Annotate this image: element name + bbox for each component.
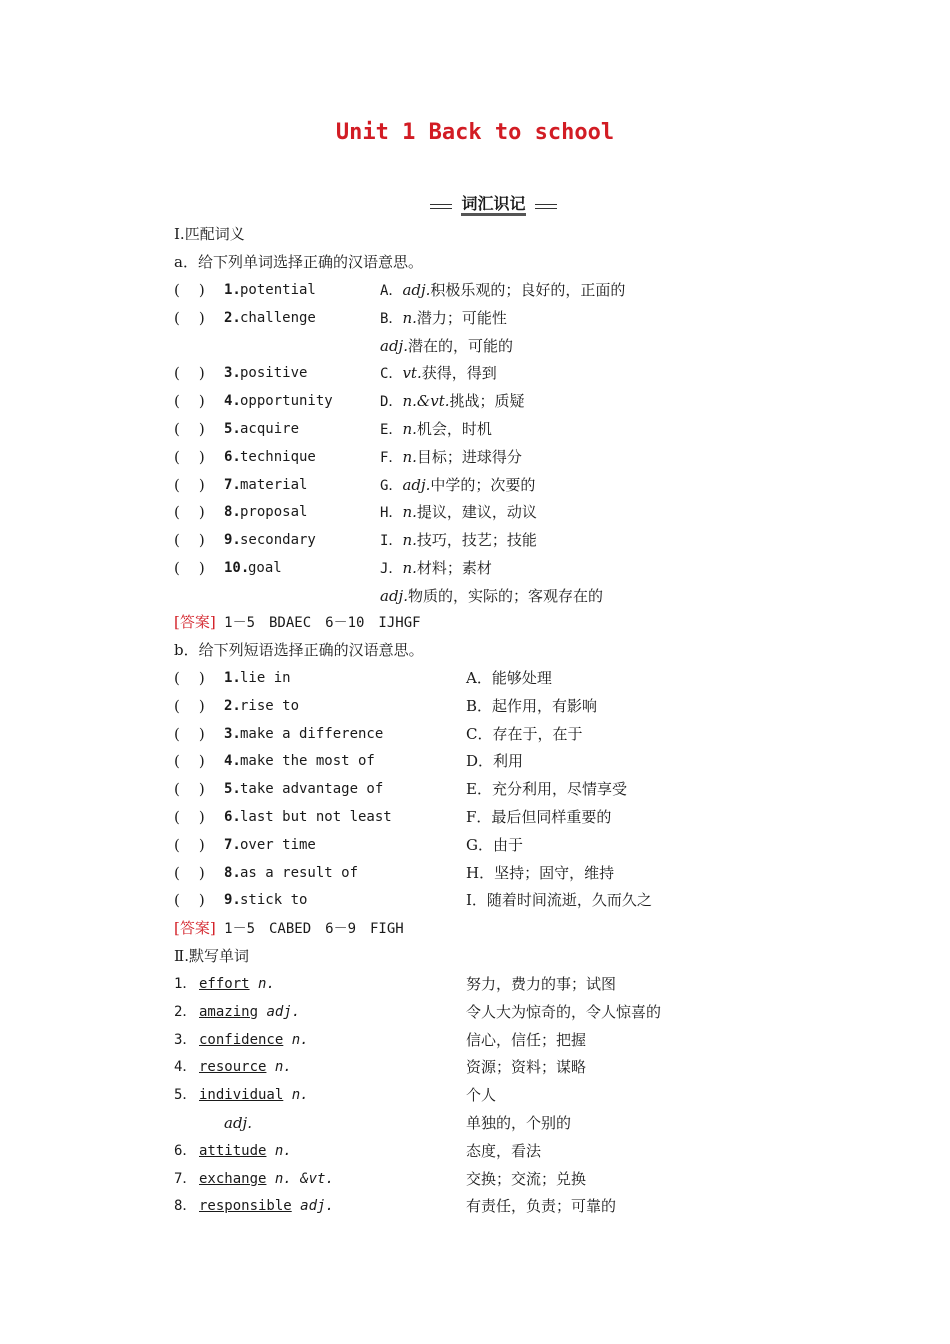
word-match-row: [174, 416, 734, 443]
dictation-row: [174, 1027, 734, 1054]
meaning-option: F．最后但同样重要的: [466, 808, 612, 826]
item-number: 2.: [224, 309, 241, 326]
meaning-text: 令人大为惊奇的，令人惊喜的: [466, 1002, 662, 1021]
meaning-text: 交换；交流；兑换: [466, 1169, 587, 1188]
filled-word: exchange: [199, 1170, 267, 1187]
part-of-speech: vt.: [402, 364, 422, 383]
dictation-row: [174, 1138, 734, 1165]
meaning-text: 信心，信任；把握: [466, 1030, 587, 1049]
word-match-row: [174, 388, 734, 415]
dictation-row: [174, 1110, 734, 1137]
banner-label: 词汇识记: [461, 194, 525, 216]
vocab-word: [199, 1166, 334, 1193]
meaning-option: H．坚持；固守，维持: [466, 863, 615, 882]
dictation-row: [174, 1166, 734, 1193]
item-number: 1.: [224, 670, 241, 686]
part-of-speech: n.: [274, 1142, 292, 1159]
filled-word: attitude: [199, 1142, 267, 1159]
dictation-row: [174, 999, 734, 1026]
vocab-word: [199, 971, 275, 998]
answer-blank: ( ): [174, 420, 205, 438]
item-number: 8．: [174, 1198, 197, 1215]
option-letter: I．: [380, 533, 403, 550]
part-of-speech: n.: [402, 420, 417, 438]
meaning-text: 机会，时机: [416, 420, 492, 438]
phrase-match-row: [174, 665, 734, 692]
option-letter: E．: [380, 422, 403, 438]
dictation-row: [174, 1082, 734, 1109]
meaning-text: 提议，建议，动议: [416, 503, 537, 522]
item-number: 9.: [224, 892, 241, 909]
meaning-text: 材料；素材: [416, 559, 492, 577]
part-b-answer: [174, 915, 404, 942]
item-number: 3.: [224, 365, 241, 382]
answer-blank: ( ): [174, 780, 205, 799]
word-match-row: [174, 444, 734, 471]
meaning-option: [380, 388, 525, 416]
item-number: 2.: [224, 697, 241, 714]
section2-heading: Ⅱ.默写单词: [174, 947, 249, 965]
word-match-row: [174, 527, 734, 554]
meaning-option: [380, 499, 537, 527]
section-banner: [430, 193, 557, 217]
meaning-option: [380, 527, 537, 555]
meaning-option: E．充分利用，尽情享受: [466, 780, 627, 799]
phrase: rise to: [240, 697, 300, 714]
option-letter: F．: [380, 449, 403, 466]
meaning-option: A．能够处理: [466, 669, 552, 687]
word-match-row: [174, 583, 734, 610]
meaning-text: 目标；进球得分: [416, 447, 522, 466]
answer-blank: ( ): [174, 531, 205, 550]
item-number: 6.: [224, 448, 241, 465]
answer-blank: ( ): [174, 308, 205, 327]
part-of-speech: n.: [402, 447, 417, 466]
vocab-word: [199, 1082, 309, 1109]
vocab-word: [199, 1193, 334, 1220]
meaning-text: 资源；资料；谋略: [466, 1058, 587, 1077]
phrase: lie in: [240, 670, 291, 686]
answer-text: 1－5 BDAEC 6－10 IJHGF: [215, 615, 421, 631]
answer-blank: ( ): [174, 808, 205, 826]
item-number: 4.: [224, 393, 241, 410]
phrase: stick to: [240, 892, 308, 909]
vocab-word: positive: [240, 365, 308, 382]
meaning-text: 中学的；次要的: [430, 475, 536, 494]
phrase-match-row: [174, 693, 734, 720]
answer-blank: ( ): [174, 835, 205, 854]
item-number: 5.: [224, 781, 241, 798]
filled-word: resource: [199, 1059, 267, 1076]
answer-label: [答案]: [174, 919, 216, 937]
word-match-row: [174, 277, 734, 304]
meaning-option: [380, 305, 507, 333]
item-number: 8.: [224, 864, 241, 881]
part-of-speech: n.: [402, 308, 417, 327]
meaning-text: 获得，得到: [421, 364, 497, 383]
answer-blank: ( ): [174, 696, 205, 715]
answer-blank: ( ): [174, 752, 205, 771]
part-of-speech: adj.: [224, 1114, 252, 1132]
part-of-speech: adj.: [380, 586, 408, 605]
meaning-text: 积极乐观的；良好的，正面的: [430, 281, 626, 299]
vocab-word: acquire: [240, 421, 300, 437]
part-of-speech: n.: [291, 1087, 309, 1104]
item-number: 6.: [224, 809, 241, 825]
meaning-option: [380, 472, 535, 500]
meaning-option: G．由于: [466, 835, 523, 854]
filled-word: responsible: [199, 1198, 292, 1215]
meaning-option: [380, 416, 492, 444]
part-a-instruction: a．给下列单词选择正确的汉语意思。: [174, 253, 423, 271]
meaning-option: [380, 583, 603, 610]
vocab-word: challenge: [240, 309, 316, 326]
item-number: 1．: [174, 976, 197, 992]
meaning-option: [380, 360, 497, 388]
word-match-row: [174, 555, 734, 582]
phrase: last but not least: [240, 809, 392, 825]
answer-blank: ( ): [174, 475, 205, 494]
phrase-match-row: [174, 804, 734, 831]
vocab-word: [199, 1027, 309, 1054]
meaning-option: [380, 555, 492, 583]
option-letter: G．: [380, 477, 403, 494]
meaning-option: I．随着时间流逝，久而久之: [466, 891, 652, 910]
vocab-word: material: [240, 476, 308, 493]
answer-blank: ( ): [174, 559, 205, 577]
vocab-word: secondary: [240, 532, 316, 549]
vocab-word: [199, 1054, 292, 1081]
phrase-match-row: [174, 860, 734, 887]
answer-blank: ( ): [174, 891, 205, 910]
item-number: 3．: [174, 1031, 197, 1048]
meaning-option: [380, 444, 522, 472]
item-number: 2．: [174, 1003, 197, 1020]
answer-blank: ( ): [174, 364, 205, 383]
item-number: 8.: [224, 504, 241, 521]
phrase-match-row: [174, 832, 734, 859]
meaning-option: D．利用: [466, 752, 524, 771]
phrase-match-row: [174, 776, 734, 803]
phrase: take advantage of: [240, 781, 384, 798]
option-letter: B．: [380, 310, 403, 327]
filled-word: amazing: [199, 1003, 259, 1020]
phrase: over time: [240, 836, 316, 853]
dictation-row: [174, 1054, 734, 1081]
meaning-text: 单独的，个别的: [466, 1114, 572, 1132]
word-match-row: [174, 499, 734, 526]
meaning-option: [380, 333, 513, 360]
meaning-text: 个人: [466, 1086, 497, 1105]
word-match-row: [174, 333, 734, 360]
item-number: 5.: [224, 421, 241, 437]
meaning-text: 挑战；质疑: [449, 392, 525, 411]
vocab-word: opportunity: [240, 393, 333, 410]
vocab-word: [199, 999, 300, 1026]
section1-heading: Ⅰ.匹配词义: [174, 225, 245, 243]
unit-title: Unit 1 Back to school: [335, 120, 615, 145]
phrase-match-row: [174, 721, 734, 748]
part-b-instruction: b．给下列短语选择正确的汉语意思。: [174, 641, 424, 659]
meaning-text: 努力，费力的事；试图: [466, 975, 617, 993]
answer-blank: ( ): [174, 863, 205, 882]
part-of-speech: n.&vt.: [402, 392, 450, 411]
meaning-option: C．存在于，在于: [466, 724, 583, 743]
answer-label: [答案]: [174, 613, 216, 631]
item-number: 6．: [174, 1142, 197, 1159]
item-number: 1.: [224, 282, 241, 298]
option-letter: A．: [380, 283, 403, 299]
vocab-word: proposal: [240, 504, 308, 521]
phrase-match-row: [174, 748, 734, 775]
item-number: 4．: [174, 1059, 197, 1076]
option-letter: J．: [380, 561, 403, 577]
part-of-speech: adj.: [402, 475, 431, 494]
answer-blank: ( ): [174, 447, 205, 466]
answer-text: 1－5 CABED 6－9 FIGH: [215, 921, 404, 937]
vocab-word: technique: [240, 448, 316, 465]
option-letter: D．: [380, 394, 403, 411]
part-of-speech: n.: [402, 531, 417, 550]
meaning-option: [380, 277, 625, 305]
item-number: 9.: [224, 532, 241, 549]
phrase: make the most of: [240, 753, 375, 770]
phrase: make a difference: [240, 725, 384, 742]
vocab-word: potential: [240, 282, 316, 298]
vocab-word: [199, 1138, 292, 1165]
phrase-match-row: [174, 887, 734, 914]
part-a-answer: [174, 609, 421, 636]
phrase: as a result of: [240, 864, 359, 881]
part-of-speech: adj.: [266, 1003, 301, 1020]
vocab-word: goal: [248, 560, 282, 576]
item-number: 10.: [224, 560, 250, 576]
answer-blank: ( ): [174, 281, 205, 299]
meaning-option: B．起作用，有影响: [466, 696, 598, 715]
meaning-text: 有责任，负责；可靠的: [466, 1197, 617, 1216]
meaning-text: 潜力；可能性: [416, 308, 507, 327]
option-letter: H．: [380, 505, 403, 522]
part-of-speech: n.: [274, 1059, 292, 1076]
part-of-speech: n.: [291, 1031, 309, 1048]
part-of-speech: adj.: [300, 1198, 334, 1215]
meaning-text: 技巧，技艺；技能: [416, 531, 537, 550]
item-number: 4.: [224, 753, 241, 770]
part-of-speech: n.: [258, 976, 275, 992]
word-match-row: [174, 360, 734, 387]
part-of-speech: n.: [402, 503, 417, 522]
option-letter: C．: [380, 366, 403, 383]
meaning-text: 态度，看法: [466, 1141, 542, 1160]
filled-word: individual: [199, 1087, 284, 1104]
dictation-row: [174, 971, 734, 998]
part-of-speech: n.: [402, 559, 417, 577]
part-of-speech: n. &vt.: [274, 1170, 334, 1187]
item-number: 7．: [174, 1170, 197, 1187]
answer-blank: ( ): [174, 503, 205, 522]
item-number: 3.: [224, 725, 241, 742]
meaning-text: 物质的，实际的；客观存在的: [407, 586, 603, 605]
item-number: 7.: [224, 476, 241, 493]
answer-blank: ( ): [174, 724, 205, 743]
part-of-speech: adj.: [402, 281, 431, 299]
word-match-row: [174, 472, 734, 499]
answer-blank: ( ): [174, 669, 205, 687]
answer-blank: ( ): [174, 392, 205, 411]
item-number: 5．: [174, 1087, 197, 1104]
item-number: 7.: [224, 836, 241, 853]
meaning-text: 潜在的，可能的: [407, 336, 513, 355]
word-match-row: [174, 305, 734, 332]
part-of-speech: adj.: [380, 336, 408, 355]
filled-word: confidence: [199, 1031, 284, 1048]
dictation-row: [174, 1193, 734, 1220]
filled-word: effort: [199, 976, 250, 992]
